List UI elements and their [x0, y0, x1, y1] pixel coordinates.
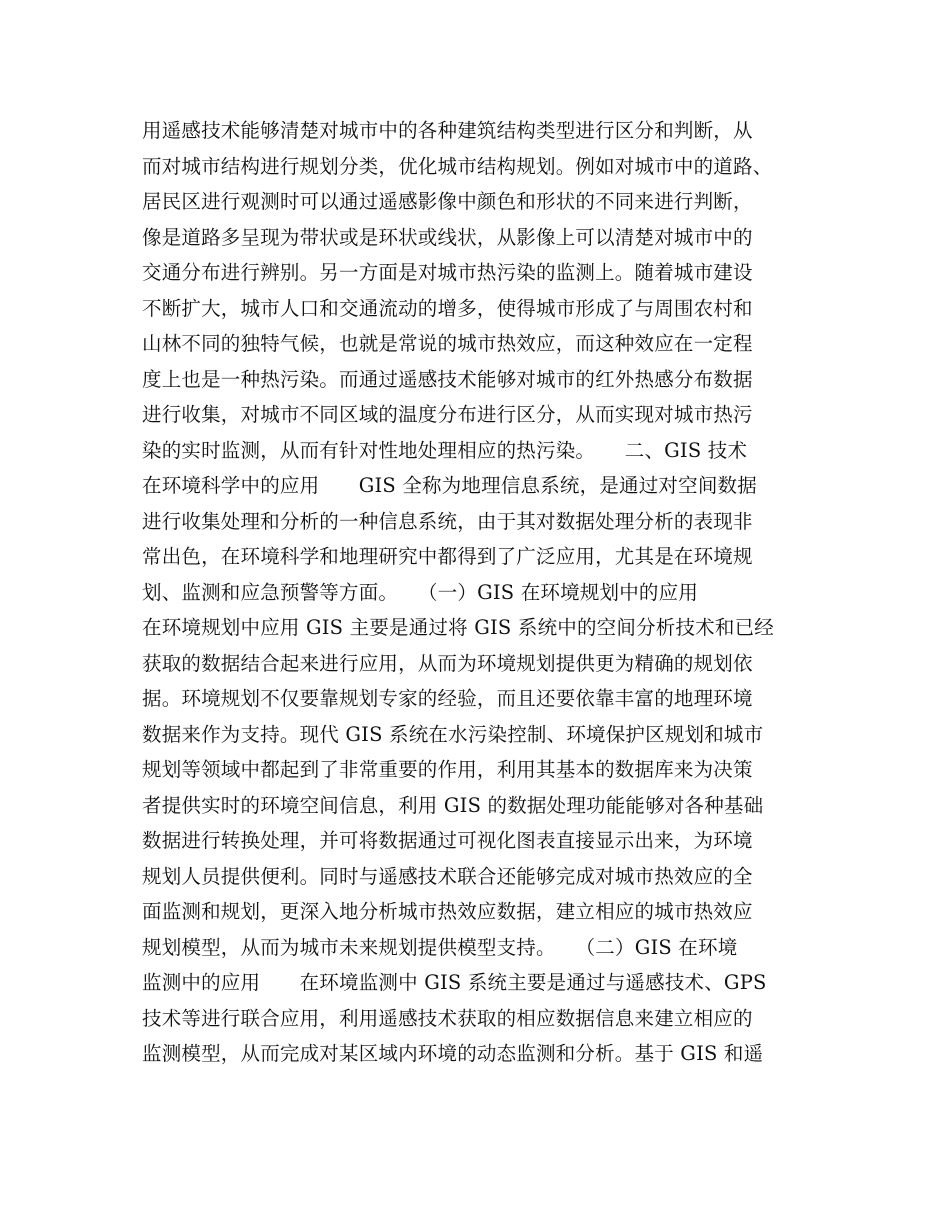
text-line: 进行收集处理和分析的一种信息系统，由于其对数据处理分析的表现非 — [142, 509, 753, 533]
text-line: 山林不同的独特气候，也就是常说的城市热效应，而这种效应在一定程 — [142, 332, 753, 355]
text-line: 在环境科学中的应用 GIS 全称为地理信息系统，是通过对空间数据 — [142, 474, 757, 497]
text-line: 监测中的应用 在环境监测中 GIS 系统主要是通过与遥感技术、GPS — [142, 971, 767, 994]
text-line: 数据进行转换处理，并可将数据通过可视化图表直接显示出来，为环境 — [142, 829, 753, 852]
text-line: 度上也是一种热污染。而通过遥感技术能够对城市的红外热感分布数据 — [142, 367, 753, 391]
text-line: 据。环境规划不仅要靠规划专家的经验，而且还要依靠丰富的地理环境 — [142, 687, 753, 710]
text-line: 划、监测和应急预警等方面。 （一）GIS 在环境规划中的应用 — [142, 580, 699, 604]
body-text — [142, 113, 832, 1072]
text-line: 不断扩大，城市人口和交通流动的增多，使得城市形成了与周围农村和 — [142, 296, 753, 320]
text-line: 在环境规划中应用 GIS 主要是通过将 GIS 系统中的空间分析技术和已经 — [142, 616, 774, 639]
text-line: 染的实时监测，从而有针对性地处理相应的热污染。 二、GIS 技术 — [142, 438, 748, 462]
text-line: 而对城市结构进行规划分类，优化城市结构规划。例如对城市中的道路、 — [142, 154, 773, 178]
text-line: 面监测和规划，更深入地分析城市热效应数据，建立相应的城市热效应 — [142, 900, 753, 923]
text-line: 用遥感技术能够清楚对城市中的各种建筑结构类型进行区分和判断，从 — [142, 119, 753, 142]
text-line: 规划人员提供便利。同时与遥感技术联合还能够完成对城市热效应的全 — [142, 864, 753, 888]
text-line: 进行收集，对城市不同区域的温度分布进行区分，从而实现对城市热污 — [142, 403, 753, 426]
text-line: 规划模型，从而为城市未来规划提供模型支持。 （二）GIS 在环境 — [142, 935, 738, 959]
text-line: 获取的数据结合起来进行应用，从而为环境规划提供更为精确的规划依 — [142, 651, 753, 675]
text-line: 常出色，在环境科学和地理研究中都得到了广泛应用，尤其是在环境规 — [142, 545, 753, 568]
text-line: 技术等进行联合应用，利用遥感技术获取的相应数据信息来建立相应的 — [142, 1006, 753, 1030]
text-line: 交通分布进行辨别。另一方面是对城市热污染的监测上。随着城市建设 — [142, 261, 753, 284]
text-line: 者提供实时的环境空间信息，利用 GIS 的数据处理功能能够对各种基础 — [142, 793, 764, 817]
text-line: 规划等领域中都起到了非常重要的作用，利用其基本的数据库来为决策 — [142, 758, 753, 781]
text-line: 监测模型，从而完成对某区域内环境的动态监测和分析。基于 GIS 和遥 — [142, 1042, 764, 1065]
text-line: 居民区进行观测时可以通过遥感影像中颜色和形状的不同来进行判断， — [142, 190, 753, 213]
text-line: 像是道路多呈现为带状或是环状或线状，从影像上可以清楚对城市中的 — [142, 225, 753, 249]
text-line: 数据来作为支持。现代 GIS 系统在水污染控制、环境保护区规划和城市 — [142, 722, 764, 746]
